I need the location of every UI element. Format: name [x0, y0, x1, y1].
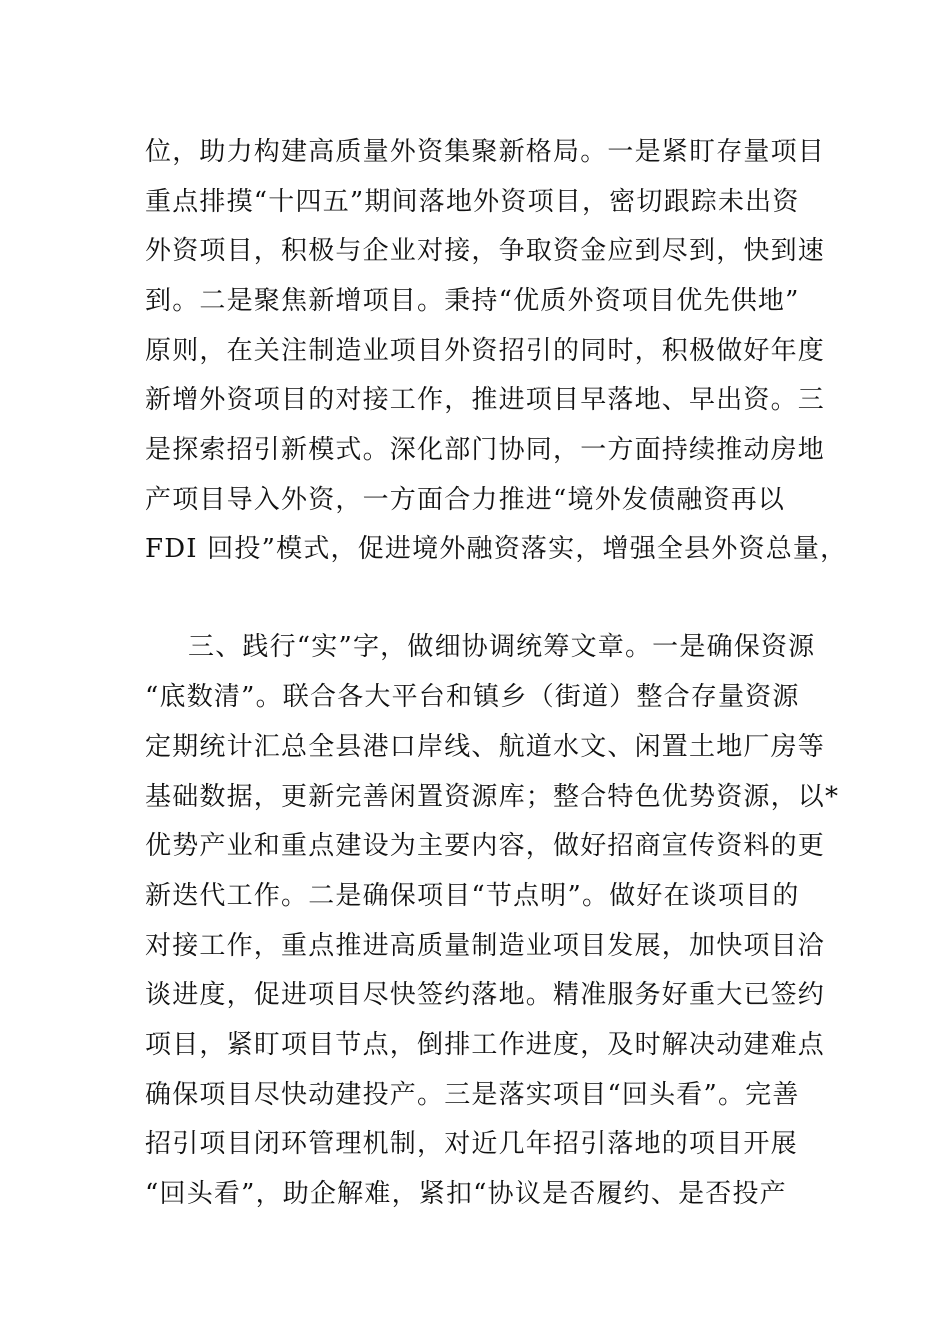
text-line: 招引项目闭环管理机制，对近几年招引落地的项目开展	[145, 1129, 798, 1159]
text-line: 原则，在关注制造业项目外资招引的同时，积极做好年度	[145, 336, 826, 366]
text-line: 到。二是聚焦新增项目。秉持“优质外资项目优先供地”	[145, 286, 800, 316]
text-line: 确保项目尽快动建投产。三是落实项目“回头看”。完善	[145, 1080, 800, 1110]
text-line: 优势产业和重点建设为主要内容，做好招商宣传资料的更	[145, 831, 826, 861]
section-heading-line: 三、践行“实”字，做细协调统筹文章。一是确保资源	[188, 632, 816, 662]
text-line: 对接工作，重点推进高质量制造业项目发展，加快项目洽	[145, 931, 826, 961]
text-line: 定期统计汇总全县港口岸线、航道水文、闲置土地厂房等	[145, 732, 826, 762]
text-line: 基础数据，更新完善闲置资源库；整合特色优势资源，以*	[145, 782, 840, 812]
text-line: 产项目导入外资，一方面合力推进“境外发债融资再以	[145, 485, 786, 515]
text-line: FDI 回投”模式，促进境外融资落实，增强全县外资总量，	[145, 534, 848, 564]
text-line: 是探索招引新模式。深化部门协同，一方面持续推动房地	[145, 435, 826, 465]
text-line: “底数清”。联合各大平台和镇乡（街道）整合存量资源	[145, 682, 800, 712]
text-line: 新增外资项目的对接工作，推进项目早落地、早出资。三	[145, 385, 826, 415]
text-line: 外资项目，积极与企业对接，争取资金应到尽到，快到速	[145, 236, 826, 266]
text-line: 位，助力构建高质量外资集聚新格局。一是紧盯存量项目	[145, 137, 826, 167]
text-line: 重点排摸“十四五”期间落地外资项目，密切跟踪未出资	[145, 187, 800, 217]
text-line: “回头看”，助企解难，紧扣“协议是否履约、是否投产	[145, 1179, 787, 1209]
text-line: 项目，紧盯项目节点，倒排工作进度，及时解决动建难点	[145, 1030, 826, 1060]
text-line: 谈进度，促进项目尽快签约落地。精准服务好重大已签约	[145, 980, 826, 1010]
text-line: 新迭代工作。二是确保项目“节点明”。做好在谈项目的	[145, 881, 800, 911]
